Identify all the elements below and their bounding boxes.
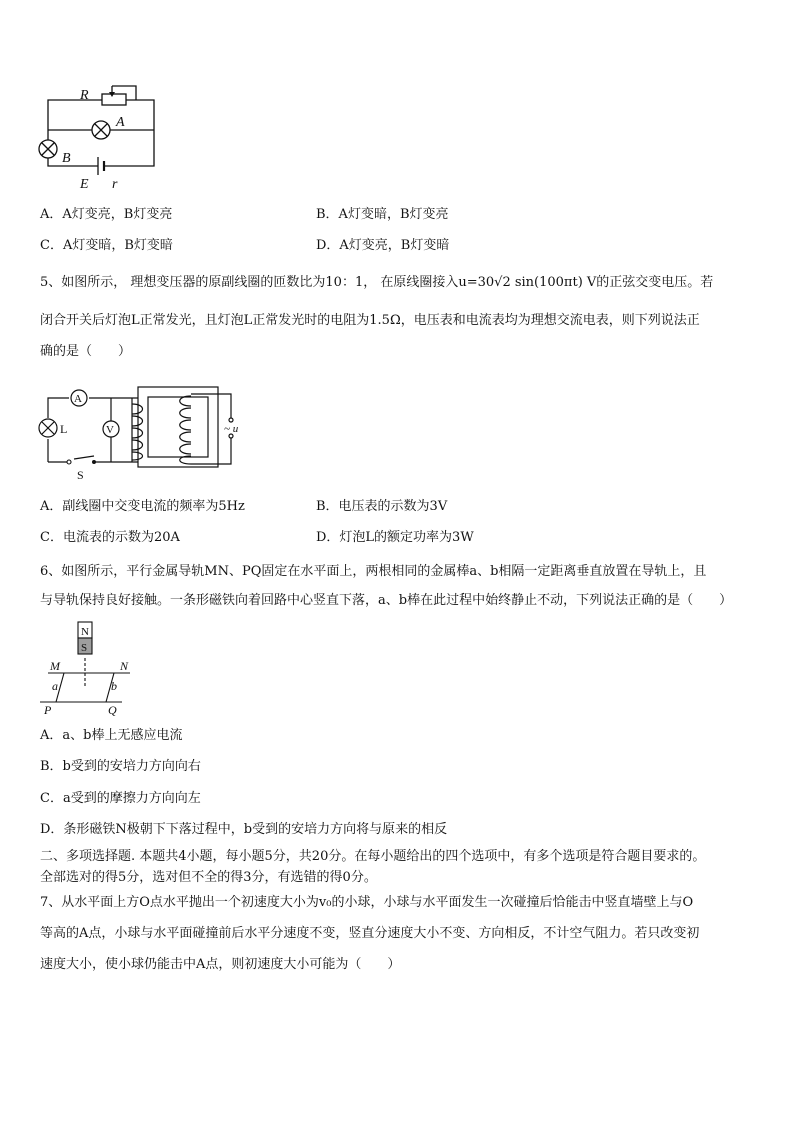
q6-label-M: M <box>50 659 60 673</box>
q6-option-c[interactable]: C．a受到的摩擦力方向向左 <box>40 791 201 806</box>
q4-option-b[interactable]: B．A灯变暗，B灯变亮 <box>316 207 449 222</box>
q4-option-c[interactable]: C．A灯变暗，B灯变暗 <box>40 238 173 253</box>
q4-circuit-diagram <box>30 80 170 195</box>
q6-option-d[interactable]: D．条形磁铁N极朝下下落过程中，b受到的安培力方向将与原来的相反 <box>40 822 448 837</box>
q5-label-source: ~ u <box>224 423 239 435</box>
q6-label-b: b <box>111 679 117 693</box>
q6-stem-line-2: 与导轨保持良好接触。一条形磁铁向着回路中心竖直下落，a、b棒在此过程中始终静止不动，下列说法正确的是（ ） <box>40 593 733 608</box>
q6-option-b[interactable]: B．b受到的安培力方向向右 <box>40 759 201 774</box>
q6-label-Q: Q <box>108 703 117 716</box>
q7-stem-line-3: 速度大小，使小球仍能击中A点，则初速度大小可能为（ ） <box>40 957 401 972</box>
q7-stem-line-1: 7、从水平面上方O点水平抛出一个初速度大小为v₀的小球，小球与水平面发生一次碰撞后恰能击中竖直墙壁上与O <box>40 895 694 910</box>
q5-label-ammeter: A <box>74 393 82 405</box>
q5-label-switch: S <box>77 468 84 482</box>
q5-stem-line-2: 闭合开关后灯泡L正常发光，且灯泡L正常发光时的电阻为1.5Ω，电压表和电流表均为理想交流电表，则下列说法正 <box>40 313 700 328</box>
q4-option-d[interactable]: D．A灯变亮，B灯变暗 <box>316 238 450 253</box>
q5-label-lamp: L <box>60 422 68 436</box>
q4-label-r: r <box>112 177 118 192</box>
q6-label-magnet-N: N <box>81 626 89 638</box>
q5-stem-line-1: 5、如图所示， 理想变压器的原副线圈的匝数比为10：1， 在原线圈接入u=30√2 sin(100πt) V的正弦交变电压。若 <box>40 275 714 290</box>
q5-stem-line-3: 确的是（ ） <box>40 344 132 359</box>
q6-label-a: a <box>52 679 58 693</box>
section-2-heading-line-2: 全部选对的得5分，选对但不全的得3分，有选错的得0分。 <box>40 870 377 885</box>
q5-option-d[interactable]: D．灯泡L的额定功率为3W <box>316 530 474 545</box>
q6-label-N: N <box>120 659 129 673</box>
q4-label-B: B <box>62 151 71 166</box>
q6-label-magnet-S: S <box>81 642 88 654</box>
q4-label-A: A <box>116 115 125 130</box>
q6-option-a[interactable]: A．a、b棒上无感应电流 <box>40 728 183 743</box>
q6-rails-magnet-diagram <box>38 618 138 716</box>
q7-stem-line-2: 等高的A点，小球与水平面碰撞前后水平分速度不变，竖直分速度大小不变、方向相反，不计空气阻力。若只改变初 <box>40 926 700 941</box>
q5-transformer-diagram <box>36 384 251 484</box>
section-2-heading-line-1: 二、多项选择题. 本题共4小题，每小题5分，共20分。在每小题给出的四个选项中，有多个选项是符合题目要求的。 <box>40 849 706 864</box>
q5-option-b[interactable]: B．电压表的示数为3V <box>316 499 448 514</box>
q6-label-P: P <box>44 703 52 716</box>
q5-label-voltmeter: V <box>106 424 114 436</box>
q6-stem-line-1: 6、如图所示，平行金属导轨MN、PQ固定在水平面上，两根相同的金属棒a、b相隔一定距离垂直放置在导轨上，且 <box>40 564 707 579</box>
q5-option-c[interactable]: C．电流表的示数为20A <box>40 530 180 545</box>
q4-label-R: R <box>80 88 89 103</box>
q4-label-E: E <box>80 177 89 192</box>
q4-option-a[interactable]: A．A灯变亮，B灯变亮 <box>40 207 173 222</box>
q5-option-a[interactable]: A．副线圈中交变电流的频率为5Hz <box>40 499 245 514</box>
